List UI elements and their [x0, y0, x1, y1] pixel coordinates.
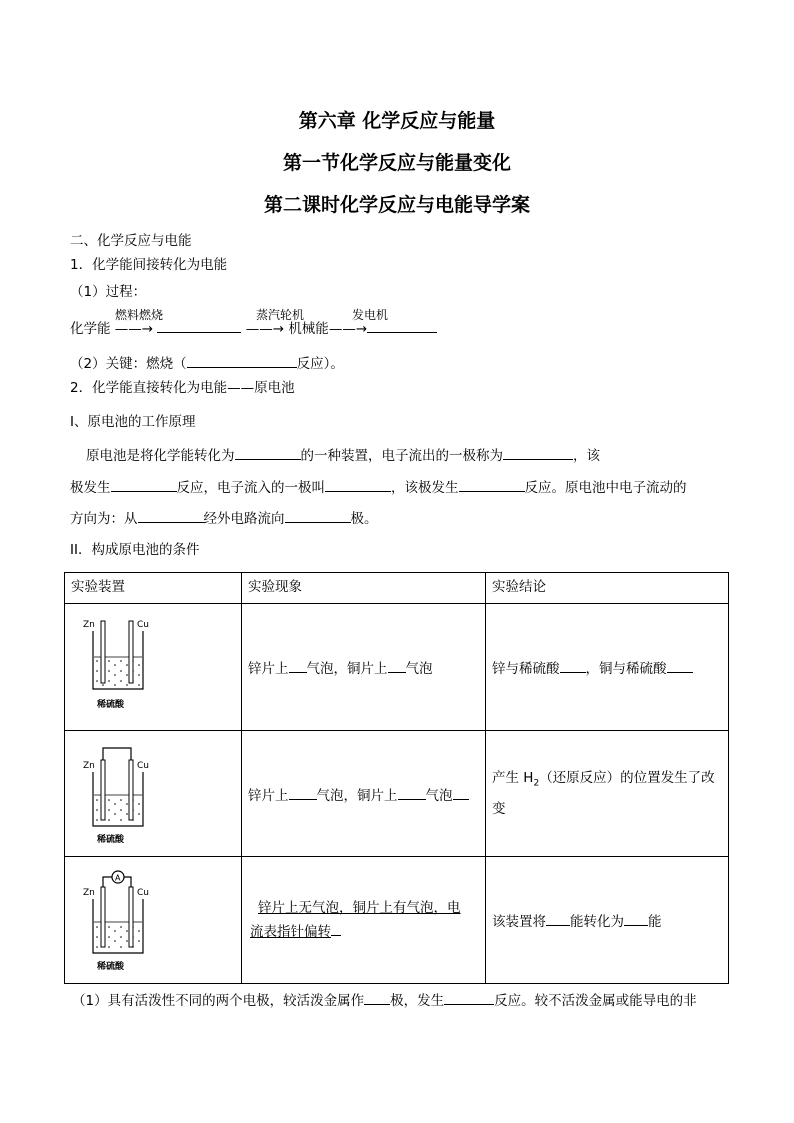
p3-a: 方向为：从 [70, 511, 138, 527]
principle-heading: I、原电池的工作原理 [70, 414, 196, 430]
arrow1-label: 燃料燃烧 [115, 308, 164, 322]
phenomenon-3 [242, 857, 486, 984]
blank-r3-2[interactable] [624, 911, 648, 926]
zn-label: Zn [83, 620, 95, 630]
blank-r2-3[interactable] [453, 785, 469, 800]
blank-p2-3[interactable] [459, 477, 525, 492]
arrow-2: ——→ [245, 321, 285, 337]
blank-p2-2[interactable] [325, 477, 391, 492]
wire [103, 748, 131, 760]
phenomenon-1 [242, 604, 486, 731]
blank-r2-1[interactable] [289, 785, 317, 800]
zn-label: Zn [83, 760, 95, 771]
p2-a: 极发生 [70, 480, 111, 496]
blank-r1-1[interactable] [289, 658, 307, 673]
row2-phen-a: 锌片上 [248, 787, 289, 804]
row3-conc-a: 该装置将 [492, 914, 546, 930]
mech-energy: 机械能 [288, 321, 329, 337]
principle-p3 [70, 508, 378, 528]
p1-b: 的一种装置，电子流出的一极称为 [300, 448, 503, 464]
p2-d: 反应。原电池中电子流动的 [524, 480, 687, 496]
blank-p2-1[interactable] [111, 477, 177, 492]
principle-p2 [70, 477, 687, 497]
apparatus-1 [65, 604, 242, 731]
arrow2-label: 蒸汽轮机 [256, 308, 305, 322]
blank-p1-1[interactable] [235, 445, 301, 460]
row3-phen-b: 流表指针偏转 [250, 924, 331, 940]
table-row [65, 604, 729, 731]
row1-conc-b: ，铜与稀硫酸 [585, 661, 667, 677]
arrow-3: ——→ [328, 321, 368, 337]
zn-electrode [101, 621, 105, 683]
acid-label: 稀硫酸 [97, 962, 125, 972]
cu-electrode [129, 760, 133, 820]
footer-a: （1）具有活泼性不同的两个电极，较活泼金属作 [72, 993, 365, 1009]
zn-electrode [101, 760, 105, 820]
key-prefix: （2）关键：燃烧（ [70, 356, 187, 372]
item2-text: 2．化学能直接转化为电能——原电池 [70, 380, 295, 396]
arrow3-label: 发电机 [352, 308, 389, 322]
phenomenon-2 [242, 731, 486, 857]
p3-c: 极。 [350, 511, 378, 527]
cu-electrode [129, 621, 133, 683]
row3-phen-a: 锌片上无气泡，铜片上有气泡，电 [258, 900, 461, 916]
apparatus-2 [65, 731, 242, 857]
blank-r3-1[interactable] [546, 911, 570, 926]
row2-conc-b: （还原反应）的位置发生了改 [539, 769, 715, 786]
table-header-row [65, 573, 729, 604]
blank-r1-3[interactable] [560, 658, 586, 673]
footer-c: 反应。较不活泼金属或能导电的非 [494, 993, 697, 1009]
row2-conc-sub: 2 [533, 778, 540, 789]
blank-r3-underline [331, 921, 341, 936]
header-apparatus: 实验装置 [65, 573, 242, 604]
beaker-diagram-1 [79, 611, 179, 723]
row2-conc-a: 产生 H [492, 769, 534, 786]
zn-label: Zn [83, 888, 95, 898]
blank-p1-2[interactable] [503, 445, 573, 460]
zn-electrode [101, 887, 105, 947]
footer-line [72, 990, 697, 1010]
key-suffix: 反应）。 [296, 356, 344, 372]
p2-c: ，该极发生 [391, 480, 459, 496]
blank-r1-4[interactable] [667, 658, 693, 673]
process-chain [70, 318, 437, 338]
cu-electrode [129, 887, 133, 947]
cu-label: Cu [137, 620, 149, 630]
blank-footer-1[interactable] [364, 990, 390, 1005]
p1-c: ，该 [573, 448, 600, 464]
table-row [65, 857, 729, 984]
table-row [65, 731, 729, 857]
blank-p3-1[interactable] [138, 508, 204, 523]
apparatus-3 [65, 857, 242, 984]
principle-p1 [86, 445, 600, 465]
lesson-title: 第二课时化学反应与电能导学案 [263, 194, 530, 216]
part2-heading: 二、化学反应与电能 [70, 233, 192, 249]
acid-label: 稀硫酸 [97, 700, 125, 710]
blank-process-1[interactable] [157, 318, 241, 333]
row1-conc-a: 锌与稀硫酸 [492, 661, 560, 677]
blank-r2-2[interactable] [398, 785, 426, 800]
row2-phen-c: 气泡 [425, 787, 453, 804]
header-phenomenon: 实验现象 [242, 573, 486, 604]
row2-conc-c: 变 [492, 801, 506, 818]
beaker-diagram-3 [79, 863, 179, 977]
p2-b: 反应，电子流入的一极叫 [176, 480, 325, 496]
blank-r1-2[interactable] [388, 658, 406, 673]
conditions-heading: II．构成原电池的条件 [70, 542, 200, 558]
cu-label: Cu [137, 760, 149, 771]
section-title: 第一节化学反应与能量变化 [282, 152, 511, 174]
row3-conc-b: 能转化为 [570, 914, 624, 930]
arrow-1: ——→ [114, 321, 154, 337]
blank-key[interactable] [187, 353, 297, 368]
chem-energy: 化学能 [70, 321, 111, 337]
header-conclusion: 实验结论 [486, 573, 729, 604]
blank-p3-2[interactable] [285, 508, 351, 523]
acid-label: 稀硫酸 [97, 834, 125, 845]
ammeter-label: A [115, 873, 121, 883]
conclusion-3 [486, 857, 729, 984]
item1-text: 1．化学能间接转化为电能 [70, 257, 228, 273]
row3-conc-c: 能 [648, 914, 662, 930]
process-label: （1）过程： [70, 284, 147, 300]
row1-phen-c: 气泡 [405, 661, 433, 677]
blank-process-2[interactable] [367, 318, 437, 333]
beaker-diagram-2 [79, 738, 179, 850]
blank-footer-2[interactable] [444, 990, 494, 1005]
p3-b: 经外电路流向 [203, 511, 285, 527]
key-line [70, 353, 344, 373]
experiment-table [64, 572, 729, 984]
footer-b: 极，发生 [390, 993, 445, 1009]
row1-phen-a: 锌片上 [248, 661, 289, 677]
row1-phen-b: 气泡，铜片上 [306, 661, 388, 677]
row2-phen-b: 气泡，铜片上 [316, 787, 398, 804]
conclusion-1 [486, 604, 729, 731]
p1-a: 原电池是将化学能转化为 [86, 448, 235, 464]
conclusion-2 [486, 731, 729, 857]
cu-label: Cu [137, 888, 149, 898]
chapter-title: 第六章 化学反应与能量 [298, 110, 496, 132]
